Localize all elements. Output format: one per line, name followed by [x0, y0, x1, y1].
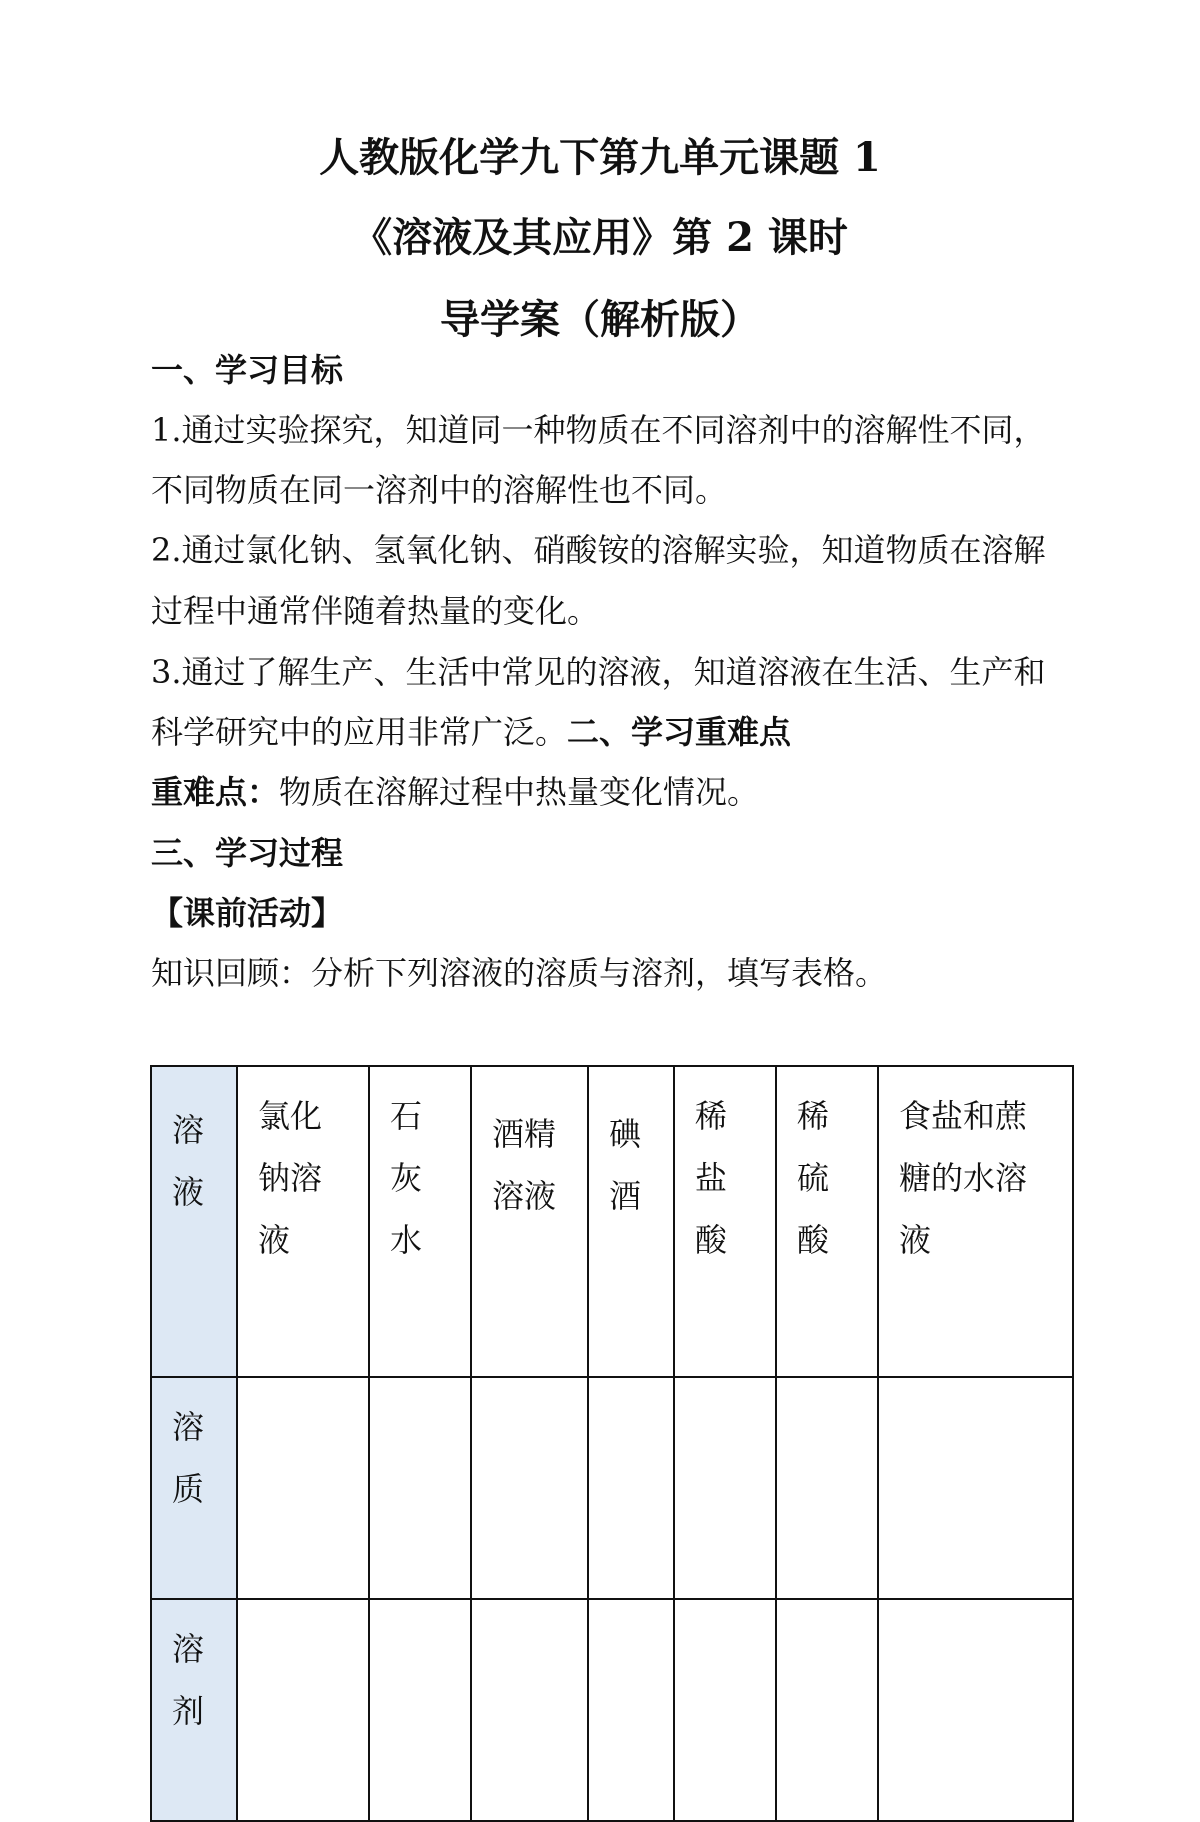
goal2-line2: 过程中通常伴随着热量的变化。	[151, 592, 600, 630]
column-header-text: 盐	[695, 1159, 728, 1197]
column-header-text: 石	[390, 1097, 423, 1135]
solvent-cell[interactable]	[674, 1599, 776, 1821]
column-header-text: 碘	[609, 1115, 642, 1153]
column-header-cell	[588, 1066, 674, 1377]
column-header-text: 酸	[695, 1221, 728, 1259]
solute-cell[interactable]	[471, 1377, 588, 1599]
review-text: 知识回顾：分析下列溶液的溶质与溶剂，填写表格。	[151, 954, 888, 992]
table-row-solution	[151, 1066, 1073, 1377]
goals-heading: 一、学习目标	[151, 351, 344, 389]
column-header-text: 食盐和蔗	[899, 1097, 1028, 1135]
solute-cell[interactable]	[369, 1377, 471, 1599]
goal1-line1: 1.通过实验探究，知道同一种物质在不同溶剂中的溶解性不同，	[151, 411, 1046, 449]
key-points-label: 重难点：	[151, 773, 280, 811]
solvent-cell[interactable]	[776, 1599, 878, 1821]
column-header-text: 灰	[390, 1159, 423, 1197]
table-row-solute	[151, 1377, 1073, 1599]
solvent-cell[interactable]	[369, 1599, 471, 1821]
solvent-cell[interactable]	[878, 1599, 1073, 1821]
solvent-cell[interactable]	[588, 1599, 674, 1821]
row-header-solution	[151, 1066, 237, 1377]
column-header-text: 钠溶	[258, 1159, 323, 1197]
column-header-text: 溶液	[492, 1177, 557, 1215]
solute-cell[interactable]	[878, 1377, 1073, 1599]
column-header-text: 液	[899, 1221, 932, 1259]
row-header-solute	[151, 1377, 237, 1599]
column-header-text: 酒精	[492, 1115, 557, 1153]
process-heading: 三、学习过程	[151, 834, 344, 872]
goal3-line2	[151, 712, 1071, 752]
row-header-char: 溶	[172, 1111, 205, 1149]
key-points-heading: 二、学习重难点	[567, 713, 792, 751]
row-header-char: 溶	[172, 1407, 205, 1446]
row-header-solvent	[151, 1599, 237, 1821]
document-title-line2: 《溶液及其应用》第 2 课时	[352, 214, 848, 261]
solvent-cell[interactable]	[471, 1599, 588, 1821]
column-header-cell	[471, 1066, 588, 1377]
column-header-text: 糖的水溶	[899, 1159, 1028, 1197]
column-header-cell	[369, 1066, 471, 1377]
row-header-char: 剂	[172, 1691, 205, 1730]
goal2-line1: 2.通过氯化钠、氢氧化钠、硝酸铵的溶解实验，知道物质在溶解	[151, 531, 1046, 569]
column-header-cell	[878, 1066, 1073, 1377]
preclass-heading: 【课前活动】	[151, 894, 344, 932]
column-header-text: 水	[390, 1221, 423, 1259]
goal3-line1: 3.通过了解生产、生活中常见的溶液，知道溶液在生活、生产和	[151, 653, 1046, 691]
solute-cell[interactable]	[674, 1377, 776, 1599]
column-header-text: 稀	[797, 1097, 830, 1135]
column-header-text: 稀	[695, 1097, 728, 1135]
column-header-text: 酸	[797, 1221, 830, 1259]
solute-cell[interactable]	[776, 1377, 878, 1599]
row-header-char: 液	[172, 1173, 205, 1211]
row-header-char: 溶	[172, 1629, 205, 1668]
document-title-line1: 人教版化学九下第九单元课题 1	[319, 134, 881, 181]
table-row-solvent	[151, 1599, 1073, 1821]
column-header-cell	[237, 1066, 369, 1377]
solute-cell[interactable]	[237, 1377, 369, 1599]
goal3-line2-text: 科学研究中的应用非常广泛。	[151, 713, 568, 751]
key-points-line	[151, 772, 1071, 812]
column-header-text: 酒	[609, 1177, 642, 1215]
solute-cell[interactable]	[588, 1377, 674, 1599]
key-points-text: 物质在溶解过程中热量变化情况。	[279, 773, 760, 811]
row-header-char: 质	[172, 1469, 205, 1508]
column-header-text: 氯化	[258, 1097, 323, 1135]
solute-solvent-table	[150, 1065, 1074, 1822]
document-title-line3: 导学案（解析版）	[440, 296, 760, 343]
solvent-cell[interactable]	[237, 1599, 369, 1821]
column-header-text: 硫	[797, 1159, 830, 1197]
column-header-text: 液	[258, 1221, 291, 1259]
column-header-cell	[776, 1066, 878, 1377]
goal1-line2: 不同物质在同一溶剂中的溶解性也不同。	[151, 471, 728, 509]
column-header-cell	[674, 1066, 776, 1377]
